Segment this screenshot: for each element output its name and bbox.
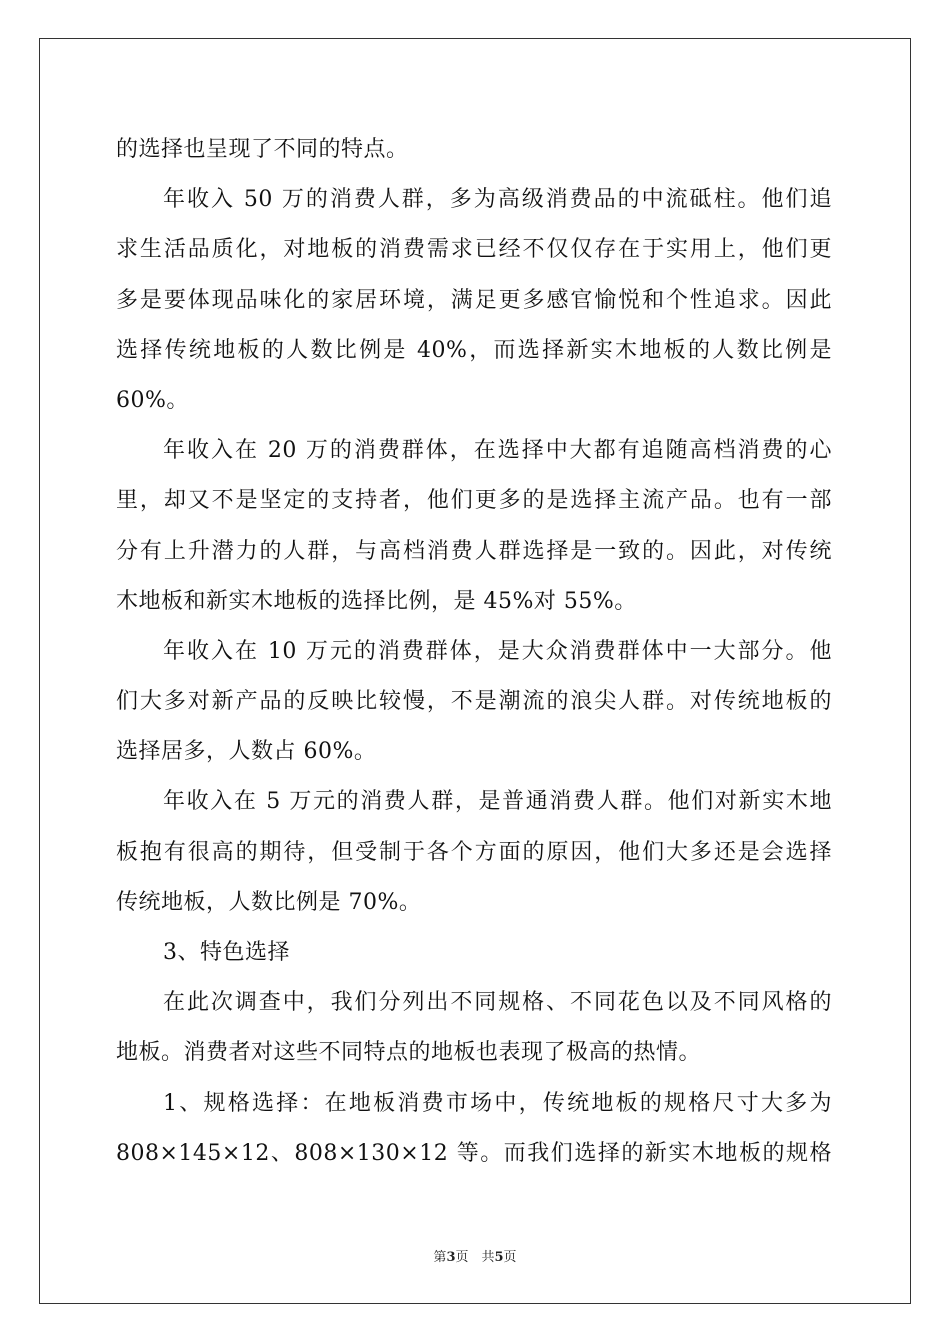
paragraph [116,1079,832,1179]
text-line: 传统地板，人数比例是 70%。 [116,889,422,915]
text-line: 木地板和新实木地板的选择比例，是 45%对 55%。 [116,588,637,614]
paragraph [116,978,832,1078]
document-body [116,125,832,1179]
text-line: 60%。 [116,387,189,413]
text-line: 求生活品质化，对地板的消费需求已经不仅仅存在于实用上，他们更 [116,237,832,263]
text-line: 选择传统地板的人数比例是 40%，而选择新实木地板的人数比例是 [116,337,832,363]
text-line: 年收入在 5 万元的消费人群，是普通消费人群。他们对新实木地 [163,789,832,815]
text-line: 选择居多，人数占 60%。 [116,739,377,765]
text-line: 1、规格选择：在地板消费市场中，传统地板的规格尺寸大多为 [163,1090,832,1116]
footer-page-total: 5 [494,1250,504,1265]
text-line: 年收入 50 万的消费人群，多为高级消费品的中流砥柱。他们追 [163,187,832,213]
paragraph [116,175,832,426]
text-line: 808×145×12、808×130×12 等。而我们选择的新实木地板的规格 [116,1140,832,1166]
text-line: 们大多对新产品的反映比较慢，不是潮流的浪尖人群。对传统地板的 [116,689,832,715]
text-line: 里，却又不是坚定的支持者，他们更多的是选择主流产品。也有一部 [116,488,832,514]
text-line: 的选择也呈现了不同的特点。 [116,137,409,162]
text-line: 年收入在 10 万元的消费群体，是大众消费群体中一大部分。他 [163,638,832,664]
footer-page-prefix: 第 [433,1250,447,1265]
text-line: 在此次调查中，我们分列出不同规格、不同花色以及不同风格的 [163,990,832,1016]
text-line: 3、特色选择 [163,940,290,965]
footer-page-mid: 页 共 [455,1250,495,1265]
paragraph [116,125,832,175]
text-line: 板抱有很高的期待，但受制于各个方面的原因，他们大多还是会选择 [116,839,832,865]
paragraph [116,777,832,928]
paragraph [116,426,832,627]
page-footer [0,1246,950,1265]
footer-page-suffix: 页 [503,1250,517,1265]
text-line: 年收入在 20 万的消费群体，在选择中大都有追随高档消费的心 [163,438,832,464]
footer-page-current: 3 [446,1250,456,1265]
text-line: 多是要体现品味化的家居环境，满足更多感官愉悦和个性追求。因此 [116,287,832,313]
text-line: 分有上升潜力的人群，与高档消费人群选择是一致的。因此，对传统 [116,538,832,564]
text-line: 地板。消费者对这些不同特点的地板也表现了极高的热情。 [116,1040,702,1066]
paragraph [116,928,832,978]
paragraph [116,627,832,778]
